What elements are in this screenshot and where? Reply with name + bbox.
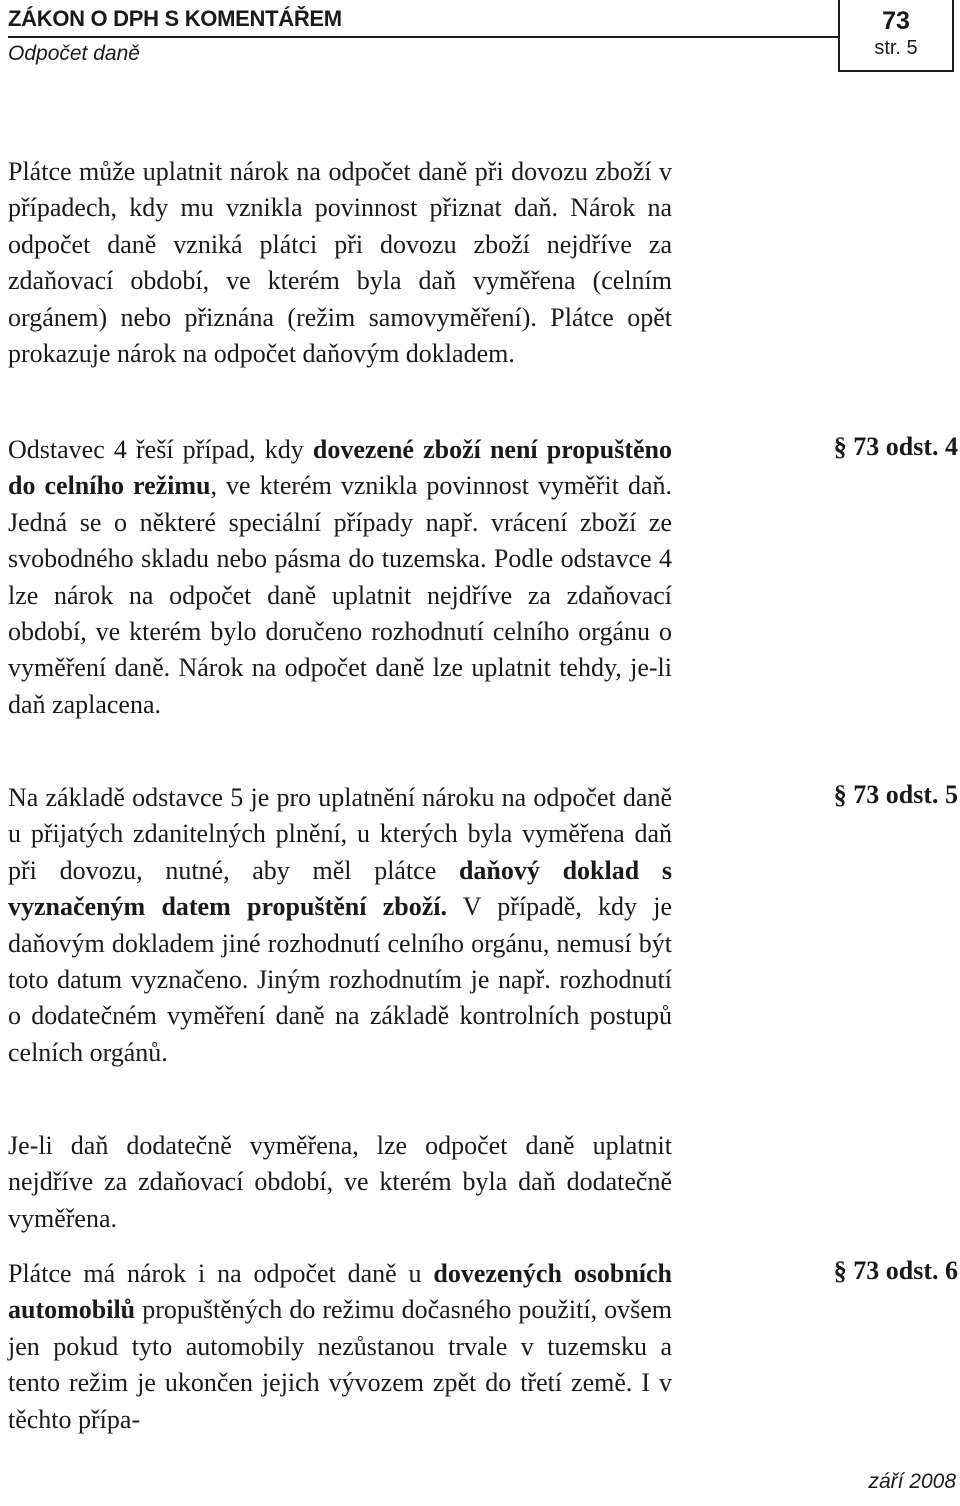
header-divider (8, 36, 838, 38)
margin-ref-odst-4: § 73 odst. 4 (833, 432, 958, 461)
chapter-subtitle: Odpočet daně (8, 42, 140, 65)
margin-ref-odst-5: § 73 odst. 5 (833, 780, 958, 809)
body-text: Plátce může uplatnit nárok na odpočet daně při dovozu zboží v případech, kdy mu vznikla povinnost přiznat daň. Nárok na odpočet daně vzniká plátci při dovozu zboží nejdříve za zdaňovací období, ve kterém byla daň vyměřena (celním orgánem) nebo přiznána (režim samovyměření). Plátce opět prokazuje nárok na odpočet daňovým dokladem. (8, 157, 672, 369)
footer-date: září 2008 (868, 1470, 956, 1493)
page-label: str. 5 (874, 37, 918, 59)
emphasis-text: dovezené zboží není propuštěno do celního režimu (8, 435, 672, 501)
body-text: , ve kterém vznikla povinnost vyměřit daň. Jedná se o některé speciální případy např. vrácení zboží ze svobodného skladu nebo pásma do tuzemska. Podle odstavce 4 lze nárok na odpočet daně uplatnit nejdříve za zdaňovací období, ve kterém bylo doručeno rozhodnutí celního orgánu o vyměření daně. Nárok na odpočet daně lze uplatnit tehdy, je-li daň zaplacena. (8, 471, 672, 719)
paragraph-dodatecne (8, 1128, 672, 1237)
paragraph-odst-6 (8, 1256, 672, 1438)
paragraph-odst-5 (8, 780, 672, 1071)
section-number: 73 (882, 7, 910, 35)
body-text: Odstavec 4 řeší případ, kdy (8, 435, 313, 464)
emphasis-text: daňový doklad s vyznačeným datem propuštění zboží. (8, 855, 672, 922)
body-text: Je-li daň dodatečně vyměřena, lze odpočet daně uplatnit nejdříve za zdaňovací období, ve kterém byla daň dodatečně vyměřena. (8, 1131, 672, 1233)
body-text: V případě, kdy je daňovým dokladem jiné rozhodnutí celního orgánu, nemusí být toto datum vyznačeno. Jiným rozhodnutím je např. rozhodnutí o dodatečném vyměření daně na základě kontrolních postupů celních orgánů. (8, 892, 673, 1067)
emphasis-text: dovezených osobních automobilů (8, 1259, 672, 1325)
section-page-box (838, 0, 954, 72)
paragraph-odst-4 (8, 432, 672, 723)
body-text: Plátce má nárok i na odpočet daně u (8, 1259, 434, 1288)
margin-ref-odst-6: § 73 odst. 6 (833, 1256, 958, 1285)
body-text: propuštěných do režimu dočasného použití, ovšem jen pokud tyto automobily nezůstanou trvale v tuzemsku a tento režim je ukončen jejich vývozem zpět do třetí země. I v těchto přípa- (8, 1295, 672, 1434)
page-header (8, 0, 952, 80)
body-text: Na základě odstavce 5 je pro uplatnění nároku na odpočet daně u přijatých zdanitelných plnění, u kterých byla vyměřena daň při dovozu, nutné, aby měl plátce (8, 783, 672, 885)
book-title: ZÁKON O DPH S KOMENTÁŘEM (8, 6, 342, 31)
paragraph-intro (8, 154, 672, 372)
